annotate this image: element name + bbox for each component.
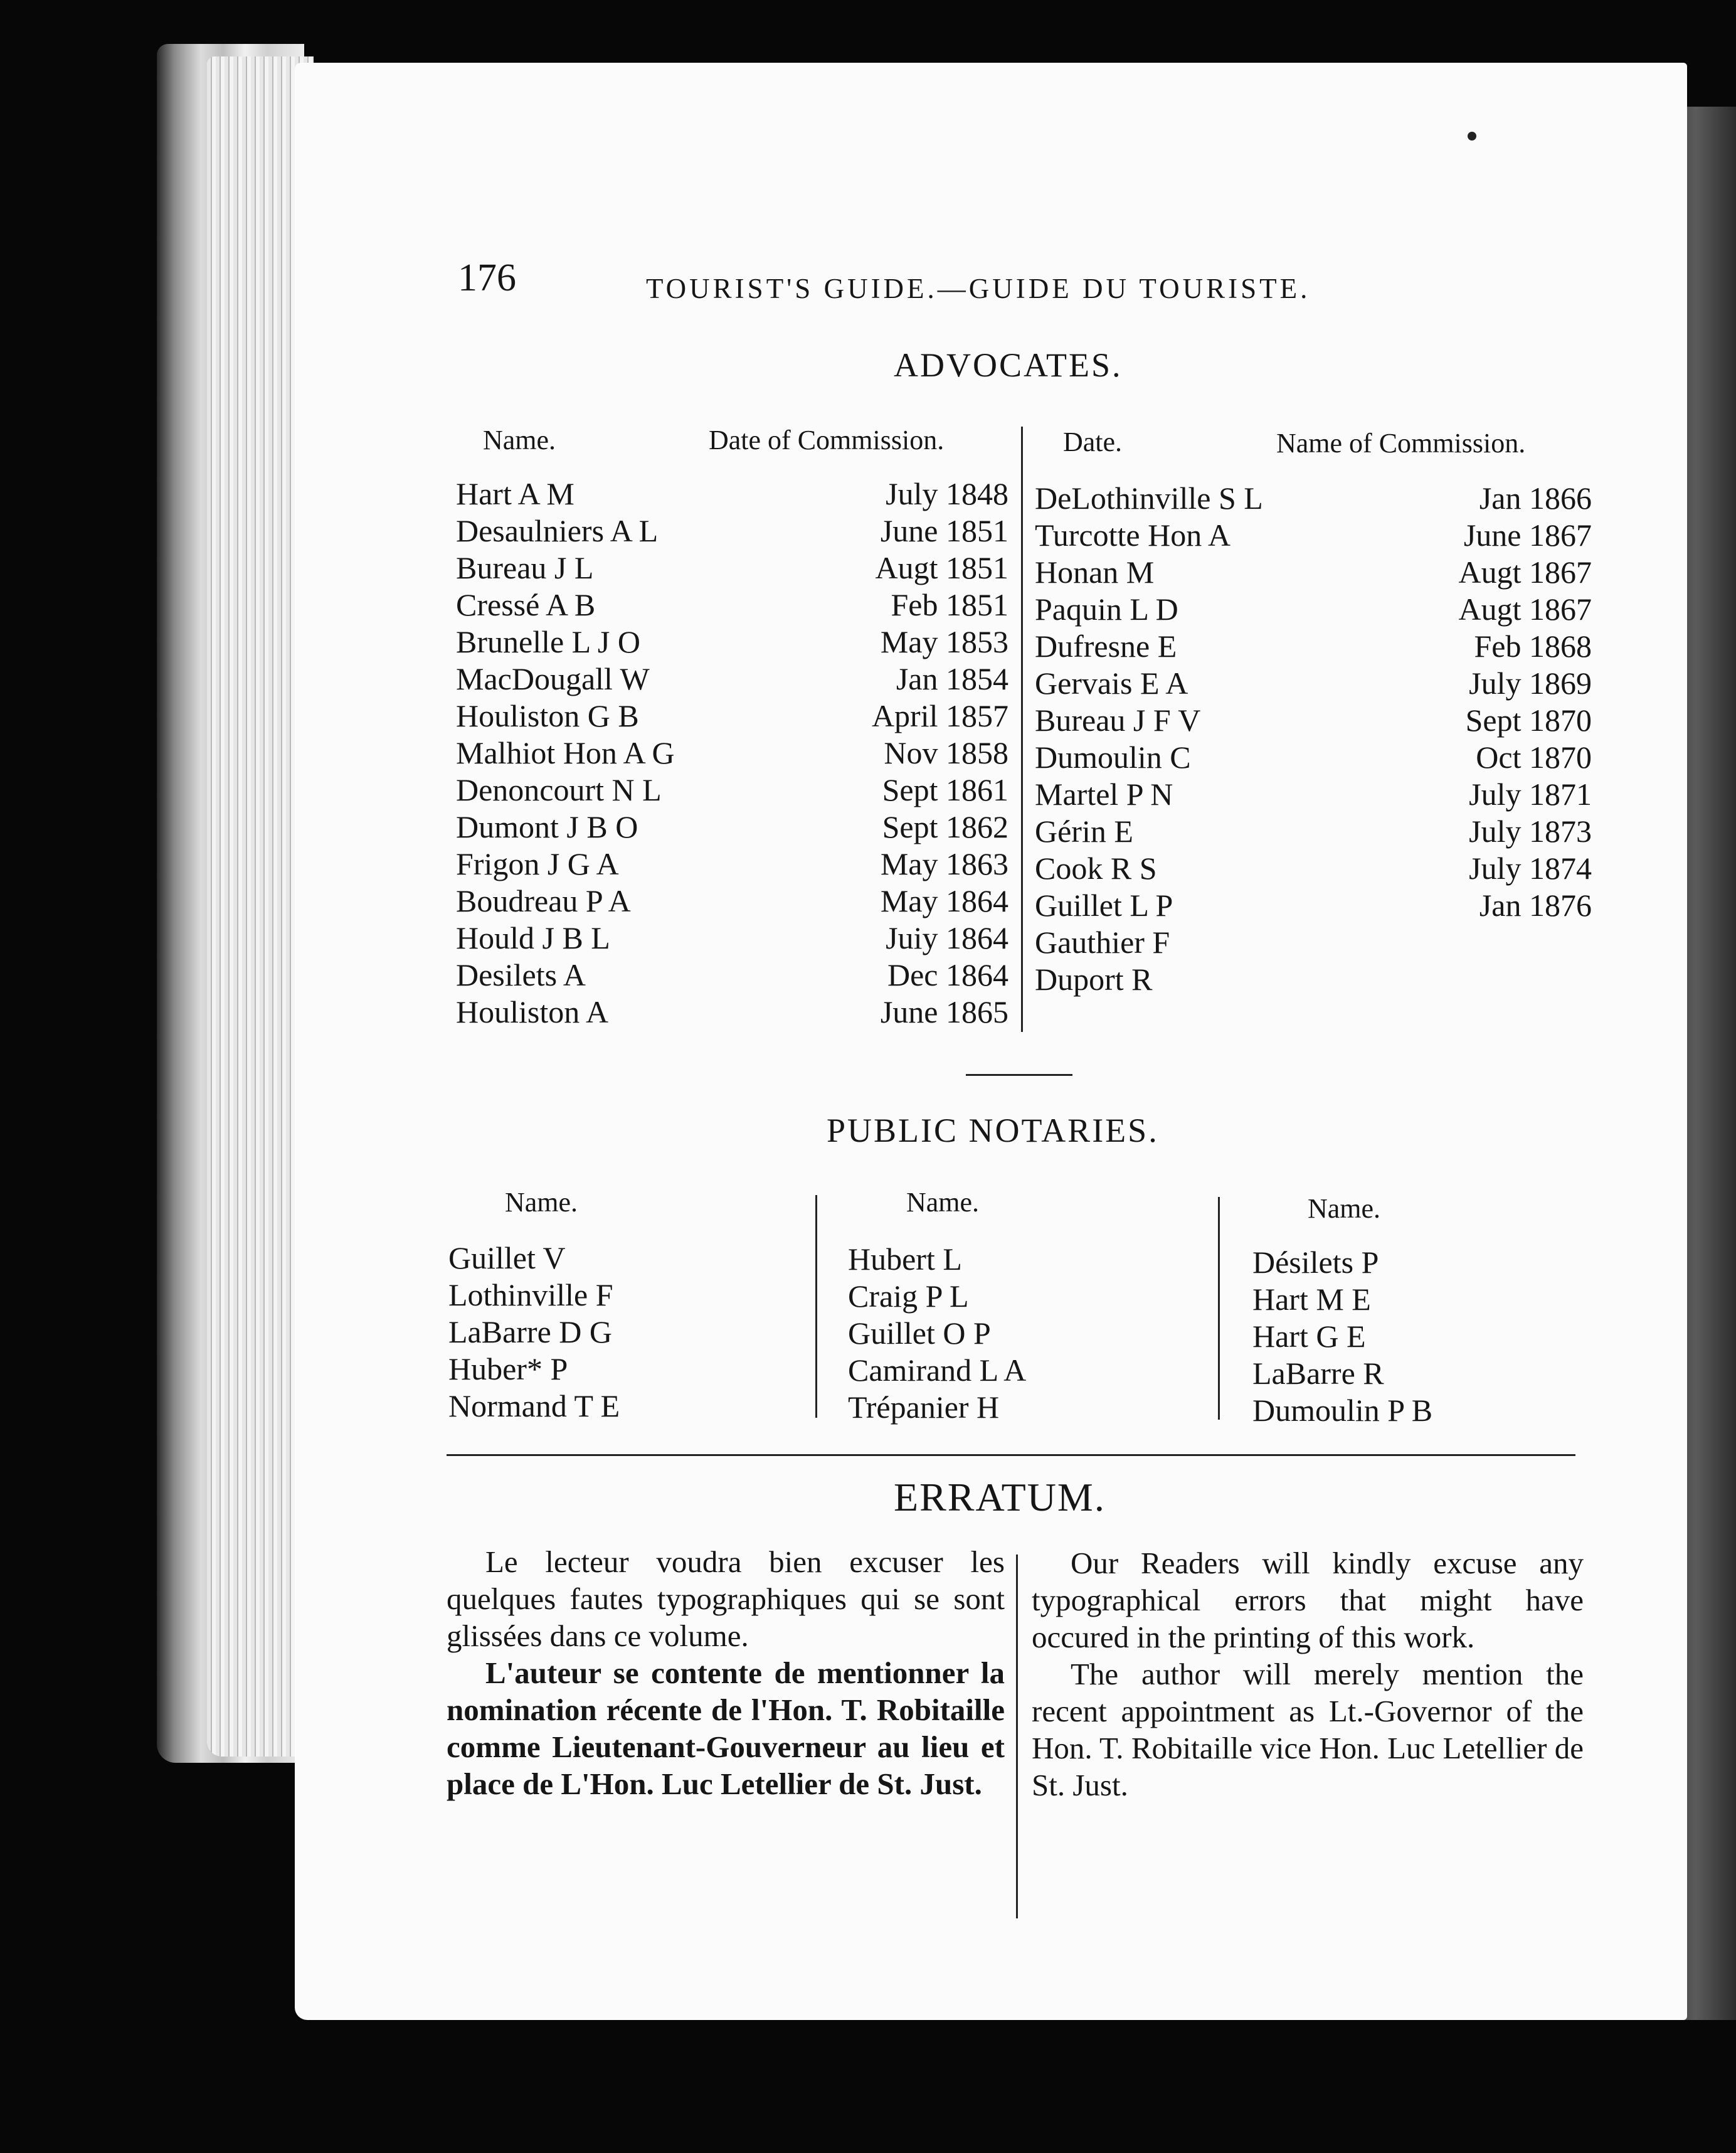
advocate-left-date: June 1865	[880, 994, 1008, 1029]
advocate-right-name: Gervais E A	[1035, 666, 1188, 701]
advocate-left-date: Nov 1858	[884, 735, 1008, 770]
advocate-left-date: May 1864	[880, 883, 1008, 918]
advocate-right-name: Turcotte Hon A	[1035, 518, 1231, 553]
advocate-left-date: Sept 1862	[882, 809, 1008, 844]
erratum-rule	[447, 1454, 1575, 1456]
advocate-left-name: MacDougall W	[456, 661, 650, 696]
advocate-left-name: Denoncourt N L	[456, 772, 662, 807]
page-number: 176	[458, 257, 516, 299]
advocate-right-name: Duport R	[1035, 962, 1153, 997]
erratum-french	[447, 1543, 1005, 1802]
notaries-divider-1	[815, 1195, 817, 1418]
notary-name: Dumoulin P B	[1252, 1393, 1433, 1428]
advocate-left-date: May 1863	[880, 846, 1008, 881]
advocate-left-name: Frigon J G A	[456, 846, 619, 881]
advocate-right-name: Honan M	[1035, 555, 1155, 590]
notary-name: Craig P L	[848, 1279, 969, 1314]
advocate-left-name: Desaulniers A L	[456, 513, 659, 548]
notary-name: LaBarre R	[1252, 1356, 1384, 1391]
erratum-english-para-2: The author will merely mention the recent appointment as Lt.-Governor of the Hon. T. Robitaille vice Hon. Luc Letellier de St. Just.	[1032, 1657, 1584, 1802]
advocate-right-date	[1361, 961, 1592, 997]
advocate-left-date: July 1848	[886, 476, 1008, 511]
advocate-left-date: May 1853	[880, 624, 1008, 659]
public-notaries-title: PUBLIC NOTARIES.	[827, 1112, 1159, 1149]
erratum-divider	[1016, 1555, 1018, 1918]
notary-name: LaBarre D G	[448, 1314, 612, 1349]
advocate-left-date: Jan 1854	[896, 661, 1008, 696]
advocate-left-name: Hould J B L	[456, 920, 610, 955]
advocate-right-date: Augt 1867	[1458, 592, 1592, 627]
notary-name: Hubert L	[848, 1241, 962, 1277]
notaries-divider-2	[1218, 1197, 1220, 1420]
advocate-right-name: Bureau J F V	[1035, 703, 1201, 738]
advocate-right-name: Gauthier F	[1035, 925, 1170, 960]
advocate-right-name: DeLothinville S L	[1035, 481, 1263, 516]
erratum-french-para-2: L'auteur se contente de mentionner la nomination récente de l'Hon. T. Robitaille comme Lieutenant-Gouverneur au lieu et place de L'Hon. Luc Letellier de St. Just.	[447, 1656, 1005, 1801]
advocate-right-date: Sept 1870	[1465, 703, 1592, 738]
advocates-left-date-header: Date of Commission.	[709, 425, 945, 455]
advocate-left-date: April 1857	[871, 698, 1008, 733]
section-rule	[966, 1074, 1072, 1076]
advocate-right-name: Dumoulin C	[1035, 740, 1191, 775]
advocate-right-date: July 1869	[1469, 666, 1592, 701]
notary-name: Lothinville F	[448, 1277, 613, 1312]
notary-name: Normand T E	[448, 1388, 620, 1423]
advocate-right-date: June 1867	[1463, 518, 1592, 553]
ink-speck	[1468, 132, 1476, 141]
erratum-title: ERRATUM.	[894, 1475, 1106, 1519]
advocate-right-date: Feb 1868	[1474, 629, 1592, 664]
advocate-right-date: Jan 1866	[1479, 481, 1592, 516]
advocate-right-name: Cook R S	[1035, 851, 1157, 886]
erratum-french-para-1: Le lecteur voudra bien excuser les quelques fautes typographiques qui se sont glissées dans ce volume.	[447, 1544, 1005, 1653]
advocate-left-name: Malhiot Hon A G	[456, 735, 675, 770]
notary-name: Camirand L A	[848, 1353, 1027, 1388]
advocate-left-name: Bureau J L	[456, 550, 594, 585]
advocate-left-name: Boudreau P A	[456, 883, 631, 918]
notary-name: Désilets P	[1252, 1245, 1379, 1280]
notary-name: Trépanier H	[848, 1390, 1000, 1425]
advocate-left-name: Dumont J B O	[456, 809, 638, 844]
advocate-left-date: Sept 1861	[882, 772, 1008, 807]
advocate-right-name: Martel P N	[1035, 777, 1173, 812]
advocate-left-date: Dec 1864	[887, 957, 1008, 992]
notaries-col3-header: Name.	[1308, 1193, 1381, 1224]
advocate-right-name: Paquin L D	[1035, 592, 1178, 627]
advocate-right-date: July 1873	[1469, 814, 1592, 849]
erratum-english-para-1: Our Readers will kindly excuse any typographical errors that might have occured in the printing of this work.	[1032, 1546, 1584, 1654]
advocate-right-name: Guillet L P	[1035, 888, 1173, 923]
advocates-left-name-header: Name.	[483, 425, 556, 455]
advocate-right-date	[1361, 924, 1592, 960]
notary-name: Hart G E	[1252, 1319, 1366, 1354]
notary-name: Hart M E	[1252, 1282, 1371, 1317]
advocate-right-date: July 1871	[1469, 777, 1592, 812]
advocate-left-name: Cressé A B	[456, 587, 596, 622]
advocate-left-name: Hart A M	[456, 476, 574, 511]
notaries-col1-header: Name.	[505, 1187, 578, 1218]
advocates-title: ADVOCATES.	[894, 346, 1123, 384]
advocate-right-date: July 1874	[1469, 851, 1592, 886]
advocate-right-date: Augt 1867	[1458, 555, 1592, 590]
advocate-left-date: Juiy 1864	[886, 920, 1008, 955]
advocates-column-divider	[1021, 427, 1023, 1032]
notary-name: Guillet O P	[848, 1316, 991, 1351]
notary-name: Guillet V	[448, 1240, 566, 1275]
advocate-right-name: Gérin E	[1035, 814, 1133, 849]
advocate-left-name: Houliston A	[456, 994, 609, 1029]
advocate-right-date: Oct 1870	[1476, 740, 1592, 775]
advocate-right-date: Jan 1876	[1479, 888, 1592, 923]
advocate-left-name: Houliston G B	[456, 698, 639, 733]
running-title: TOURIST'S GUIDE.—GUIDE DU TOURISTE.	[646, 273, 1311, 304]
notaries-col2-header: Name.	[906, 1187, 980, 1218]
notary-name: Huber* P	[448, 1351, 568, 1386]
advocate-left-date: Augt 1851	[875, 550, 1008, 585]
advocate-right-name: Dufresne E	[1035, 629, 1177, 664]
advocate-left-date: Feb 1851	[891, 587, 1008, 622]
advocates-right-date-header: Name of Commission.	[1276, 428, 1526, 459]
advocates-right-name-header: Date.	[1063, 427, 1123, 457]
advocate-left-name: Brunelle L J O	[456, 624, 640, 659]
advocate-left-name: Desilets A	[456, 957, 586, 992]
erratum-english	[1032, 1544, 1584, 1804]
advocate-left-date: June 1851	[880, 513, 1008, 548]
